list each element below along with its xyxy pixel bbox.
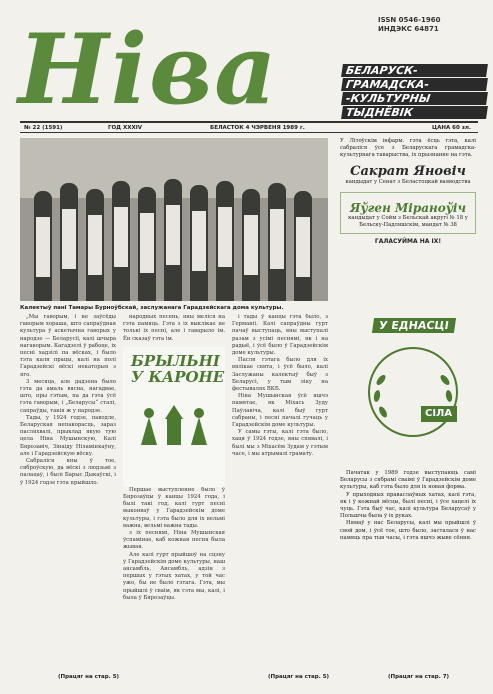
newspaper-subtitle — [342, 64, 487, 120]
photo-figure — [138, 187, 156, 301]
continued-note: (Працяг на стар. 5) — [58, 674, 120, 680]
subtitle-line: ГРАМАДСКА- — [341, 78, 488, 91]
photo-figure — [268, 183, 286, 301]
photo-figure — [34, 191, 52, 301]
right-article-text — [340, 470, 476, 666]
paragraph: У прыходных праваслаўных хатах, калі гэта, як і ў кожнай вёсцы, былі песні, і ўсе хацелі іх чуць. Гэта быў час, калі культура Беларусаў у Польшчы была ў іх руках. — [340, 491, 476, 520]
paragraph: Ніна Мушынская ўсё яшчэ памятае, як Міхась Зуду Паўлавіча, калі быў гурт сабраны, і песні пачалі гучаць у Гарадзейскім доме культуры. — [232, 393, 328, 429]
issue-date: БЕЛАСТОК 4 ЧЭРВЕНЯ 1989 г. — [210, 125, 305, 131]
article-column-3 — [232, 314, 328, 666]
photo-figure — [86, 189, 104, 301]
issue-year: ГОД XXXIV — [108, 125, 143, 131]
issn-line: ISSN 0546-1960 — [378, 16, 441, 24]
issn-block — [378, 16, 441, 34]
paragraph: і тады ў канцы гэта было, з Германіі. Калі сапраўдны гурт пачаў выступаць, яны выступалі разам з усімі песнямі, як і на радыё, і ўсё было ў Гарадзейскім доме культуры. — [232, 314, 328, 357]
right-intro: У Літоўскім інфарм. гэта ёсць гэта, калі сабраліся ўсе з Беларускага грамадска-культурнага таварыства, іх прызнанне на гэта. — [340, 138, 476, 159]
embroidery-ornament-icon — [131, 397, 217, 447]
candidate-box — [340, 192, 476, 234]
inset-title-line: БРЫЛЬНІ — [131, 352, 220, 370]
paragraph: Пасля гэтага было для іх вялікае свята, і ўсё было, калі Заслужаны калектыў быў з Беларусі, у тым ліку на фестывалях ВКБ. — [232, 357, 328, 393]
paragraph: Але калі гурт прыйшоў на сцэну ў Гарадзейскім доме культуры, наш ансамбль, Ансамбль, адзін з першых у гэтых хатах, у той час ужо, бы не было гэтага. Гэта, мы прыйшлі ў сваім, як гэта мы, калі, і была ў Бярозаўцы. — [123, 551, 225, 601]
candidate-name: Яўген Міраноўіч — [349, 200, 467, 215]
index-line: ИНДЭКС 64871 — [378, 25, 439, 33]
paragraph: Нямаў у нас Беларусы, калі мы прыйшлі ў свой дом, і ўсё тое, што было, засталася ў нас памяць пра тыя часы, і гэта яшчэ жыве сёння. — [340, 520, 476, 541]
candidate-name: Сакрат Яновіч — [350, 163, 466, 179]
candidate-description: кандыдат у Сойм з Бельскай акругі № 18 у Бельску-Падляшскім, мандат № 38 — [348, 214, 468, 228]
masthead — [0, 0, 493, 126]
paragraph: Сабраліся яны ў тое, сяброўскую, да вёскі з людзьмі з палацаў, і былі Барыс Дыкаўскі, і ў 1924 годзе гэта прыйшло. — [20, 458, 116, 486]
photo-figure — [216, 181, 234, 301]
right-column — [340, 138, 476, 245]
paragraph: з іх песнямі, Ніна Мушынская ўспамінае, каб кожная песня была жывая. — [123, 530, 225, 551]
paragraph: народных песень, яны меліся на гэта памяць. Гэта з іх выклікае не толькі іх песні, але і гаварыло ім. Ён сказаў гэта ім. — [123, 314, 225, 342]
photo-figure — [242, 189, 260, 301]
issue-info-bar — [20, 121, 478, 133]
candidate-description: кандыдат у Сенат з Беластоцкай ваяводства — [345, 178, 471, 185]
subtitle-line: -КУЛЬТУРНЫ — [341, 92, 488, 105]
paragraph: 3 месяца, але дадзена было гэта да амаль вясна, нагадвае, што, пры гэтым, па да гэта ўсё гэта гаворым, і „Беларусы“ сталі, сапраўды, такія ж у народзе. — [20, 378, 116, 414]
photo-figure — [190, 185, 208, 301]
continued-note: (Працяг на стар. 7) — [388, 674, 450, 680]
unity-emblem — [345, 318, 477, 458]
newspaper-logo: Hiва — [18, 13, 279, 126]
inset-article — [123, 347, 225, 487]
emblem-title: У ЕДНАСЦІ — [372, 318, 456, 333]
article-column-1 — [20, 314, 116, 666]
photo-figure — [164, 179, 182, 301]
issue-price: ЦАНА 60 зл. — [432, 125, 472, 131]
continued-note: (Працяг на стар. 5) — [268, 674, 330, 680]
subtitle-line: ТЫДНЁВІК — [341, 106, 488, 119]
subtitle-line: БЕЛАРУСК- — [341, 64, 488, 77]
photo-caption: Калектыў пані Тамары Бурноўбскай, заслужанага Гарадзейскага дома культуры. — [20, 305, 284, 311]
paragraph: Першае выступленне было ў Бярозаўцы ў канцы 1924 года, і былі такі год, калі гурт песні выконваў у Гарадзейскім доме культуры, і гэта было для іх вельмі важна, вельмі важна тады. — [123, 486, 225, 529]
photo-figure — [294, 191, 312, 301]
paragraph: „Мы гаворым, і не заўсёды гаворым хораша, што сапраўдная культура ў аскетычна гаворых у народзе — Беларусіі, калі шчыра нагаворым. Кагадзелі ў рабоце, іх песні хадзілі па вёсках, і было тэта каля працы, калі на полі Гарадзейскі вёскі некаторыя з яго. — [20, 314, 116, 378]
photo-figure — [112, 181, 130, 301]
photo-figure — [60, 183, 78, 301]
issue-number: № 22 (1591) — [24, 125, 63, 131]
emblem-text: СІЛА — [425, 408, 453, 419]
paragraph: Пачатак у 1989 годзе выступаюць самі Беларусы з сябрамі сваімі ў Гарадзейскім доме культуры, каб гэта было для іх новая форма. — [340, 470, 476, 491]
wreath-emblem-icon — [361, 340, 465, 444]
inset-title-line: У КАРОНЕ — [131, 368, 225, 386]
paragraph: Тады, у 1924 годзе, паводле, Беларуская непакорасць, зараз пасляхвалі, прыклад якую тую цела Ніна Мушынскую, Калі Бярозавіч, Зінаіду Ніламінкаўну, але і Гарадзейскую вёску. — [20, 414, 116, 457]
paragraph: У самы гэты, калі гэта было, хаця ў 1924 годзе, яны спявалі, і былі мы з Міхасём Зудам у гэтым часе, і мы атрымалі грамату. — [232, 429, 328, 457]
folk-ensemble-photo — [20, 138, 328, 301]
inset-title — [131, 353, 224, 385]
vote-slogan: ГАЛАСУЙМА НА ІХ! — [374, 237, 442, 245]
